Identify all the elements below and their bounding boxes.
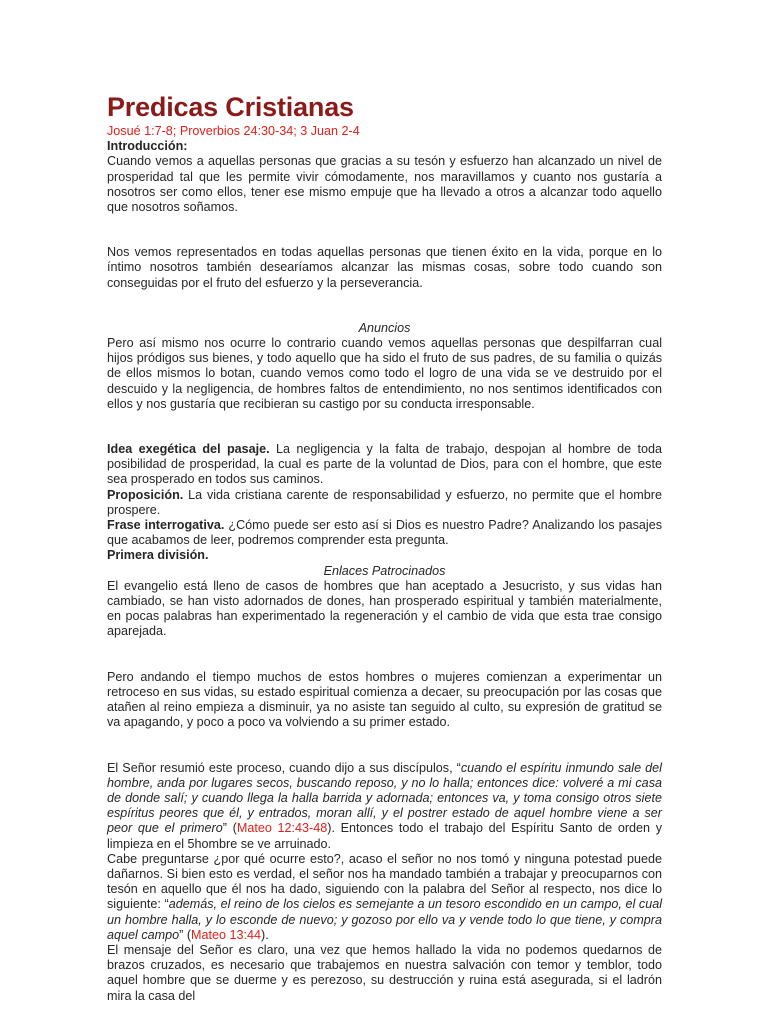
paragraph-intro: Cuando vemos a aquellas personas que gracias a su tesón y esfuerzo han alcanzado un nivel de prosperidad tal que les permite vivir cómodamente, nos maravillamos y cuanto nos gustaría a nosotros ser como ellos, tener ese mismo empuje que ha llevado a otros a alcanzar todo aquello que nosotros soñamos. [107,154,662,215]
p7-text-b: ” ( [179,927,192,942]
primera-division-label: Primera división. [107,548,209,563]
paragraph-frase [107,518,662,548]
proposicion-label: Proposición. [107,487,184,502]
frase-label: Frase interrogativa. [107,518,225,533]
paragraph-8: El mensaje del Señor es claro, una vez que hemos hallado la vida no podemos quedarnos de brazos cruzados, es necesario que trabajemos en nuestra salvación con temor y temblor, todo aquel hombre que se duerme y es perezoso, su destrucción y ruina está asegurada, si el ladrón mira la casa del [107,942,662,1003]
p6-text-b: ” ( [222,821,237,836]
ref-link-mateo-13[interactable]: Mateo 13:44 [191,927,262,942]
p7-quote: además, el reino de los cielos es semejante a un tesoro escondido en un campo, el cual un hombre halla, y lo esconde de nuevo; y gozoso por ello va y vende todo lo que tiene, y compra aquel campo [107,897,662,942]
idea-label: Idea exegética del pasaje. [107,442,270,457]
ad-label-enlaces: Enlaces Patrocinados [323,563,446,578]
paragraph-7 [107,852,662,943]
paragraph-2: Nos vemos representados en todas aquellas personas que tienen éxito en la vida, porque en lo íntimo nosotros también desearíamos alcanzar las mismas cosas, sobre todo cuando son conseguidas por el fruto del esfuerzo y la perseverancia. [107,245,662,290]
ref-link-proverbios[interactable]: Proverbios 24:30-34 [179,124,294,138]
ref-link-josue[interactable]: Josué 1:7-8 [107,124,173,138]
ref-link-3juan[interactable]: 3 Juan 2-4 [300,124,360,138]
scripture-references [107,124,662,139]
p6-quote: cuando el espíritu inmundo sale del hombre, anda por lugares secos, buscando reposo, y no lo halla; entonces dice: volveré a mi casa de donde salí; y cuando llega la halla barrida y adornada; entonces va, y toma consigo otros siete espíritus peores que él, y entrados, moran allí, y el postrer estado de aquel hombre viene a ser peor que el primero [107,760,662,836]
ref-separator: ; [293,124,301,138]
idea-text: La negligencia y la falta de trabajo, despojan al hombre de toda posibilidad de prosperidad, la cual es parte de la voluntad de Dios, para con el hombre, que este sea prosperado en todos sus caminos. [107,442,662,487]
ref-separator: ; [172,124,180,138]
page-title: Predicas Cristianas [107,92,354,122]
p6-text-c: ). Entonces todo el trabajo del Espíritu Santo de orden y limpieza en el 5hombre se ve arruinado. [107,821,663,851]
p7-text-a: Cabe preguntarse ¿por qué ocurre esto?, acaso el señor no nos tomó y ninguna potestad puede dañarnos. Si bien esto es verdad, el señor nos ha mandado también a trabajar y preocuparnos con tesón en aquello que él nos ha dado, siguiendo con la palabra del Señor al respecto, nos dice lo siguiente: “ [107,851,662,912]
p7-text-c: ). [261,927,269,942]
paragraph-6 [107,761,662,852]
paragraph-5: Pero andando el tiempo muchos de estos hombres o mujeres comienzan a experimentar un retroceso en sus vidas, su estado espiritual comienza a decaer, su preocupación por las cosas que atañen al reino empieza a disminuir, ya no asiste tan seguido al culto, su expresión de gratitud se va apagando, y poco a poco va volviendo a su primer estado. [107,669,662,730]
ref-link-mateo-12[interactable]: Mateo 12:43-48 [236,821,328,836]
paragraph-4: El evangelio está lleno de casos de hombres que han aceptado a Jesucristo, y sus vidas han cambiado, se han visto adornados de dones, han prosperado espiritual y también materialmente, en pocas palabras han experimentado la regeneración y el cambio de vida que esta trae consigo aparejada. [107,578,662,639]
paragraph-3: Pero así mismo nos ocurre lo contrario cuando vemos aquellas personas que despilfarran cual hijos pródigos sus bienes, y todo aquello que ha sido el fruto de sus padres, de su familia o quizás de ellos mismos lo botan, cuando vemos como todo el logro de una vida se ve destruido por el descuido y la negligencia, de hombres faltos de entendimiento, no nos sentimos identificados con ellos y nos gustaría que recibieran su castigo por su conducta irresponsable. [107,336,662,411]
p6-text-a: El Señor resumió este proceso, cuando dijo a sus discípulos, “ [107,760,461,775]
paragraph-idea [107,442,662,488]
intro-heading: Introducción: [107,139,188,154]
frase-text: ¿Cómo puede ser esto así si Dios es nuestro Padre? Analizando los pasajes que acabamos de leer, podremos comprender esta pregunta. [107,518,662,548]
paragraph-proposicion [107,488,662,518]
document-page [107,90,662,1004]
proposicion-text: La vida cristiana carente de responsabilidad y esfuerzo, no permite que el hombre prospere. [107,487,662,517]
ad-label-anuncios: Anuncios [358,320,411,335]
